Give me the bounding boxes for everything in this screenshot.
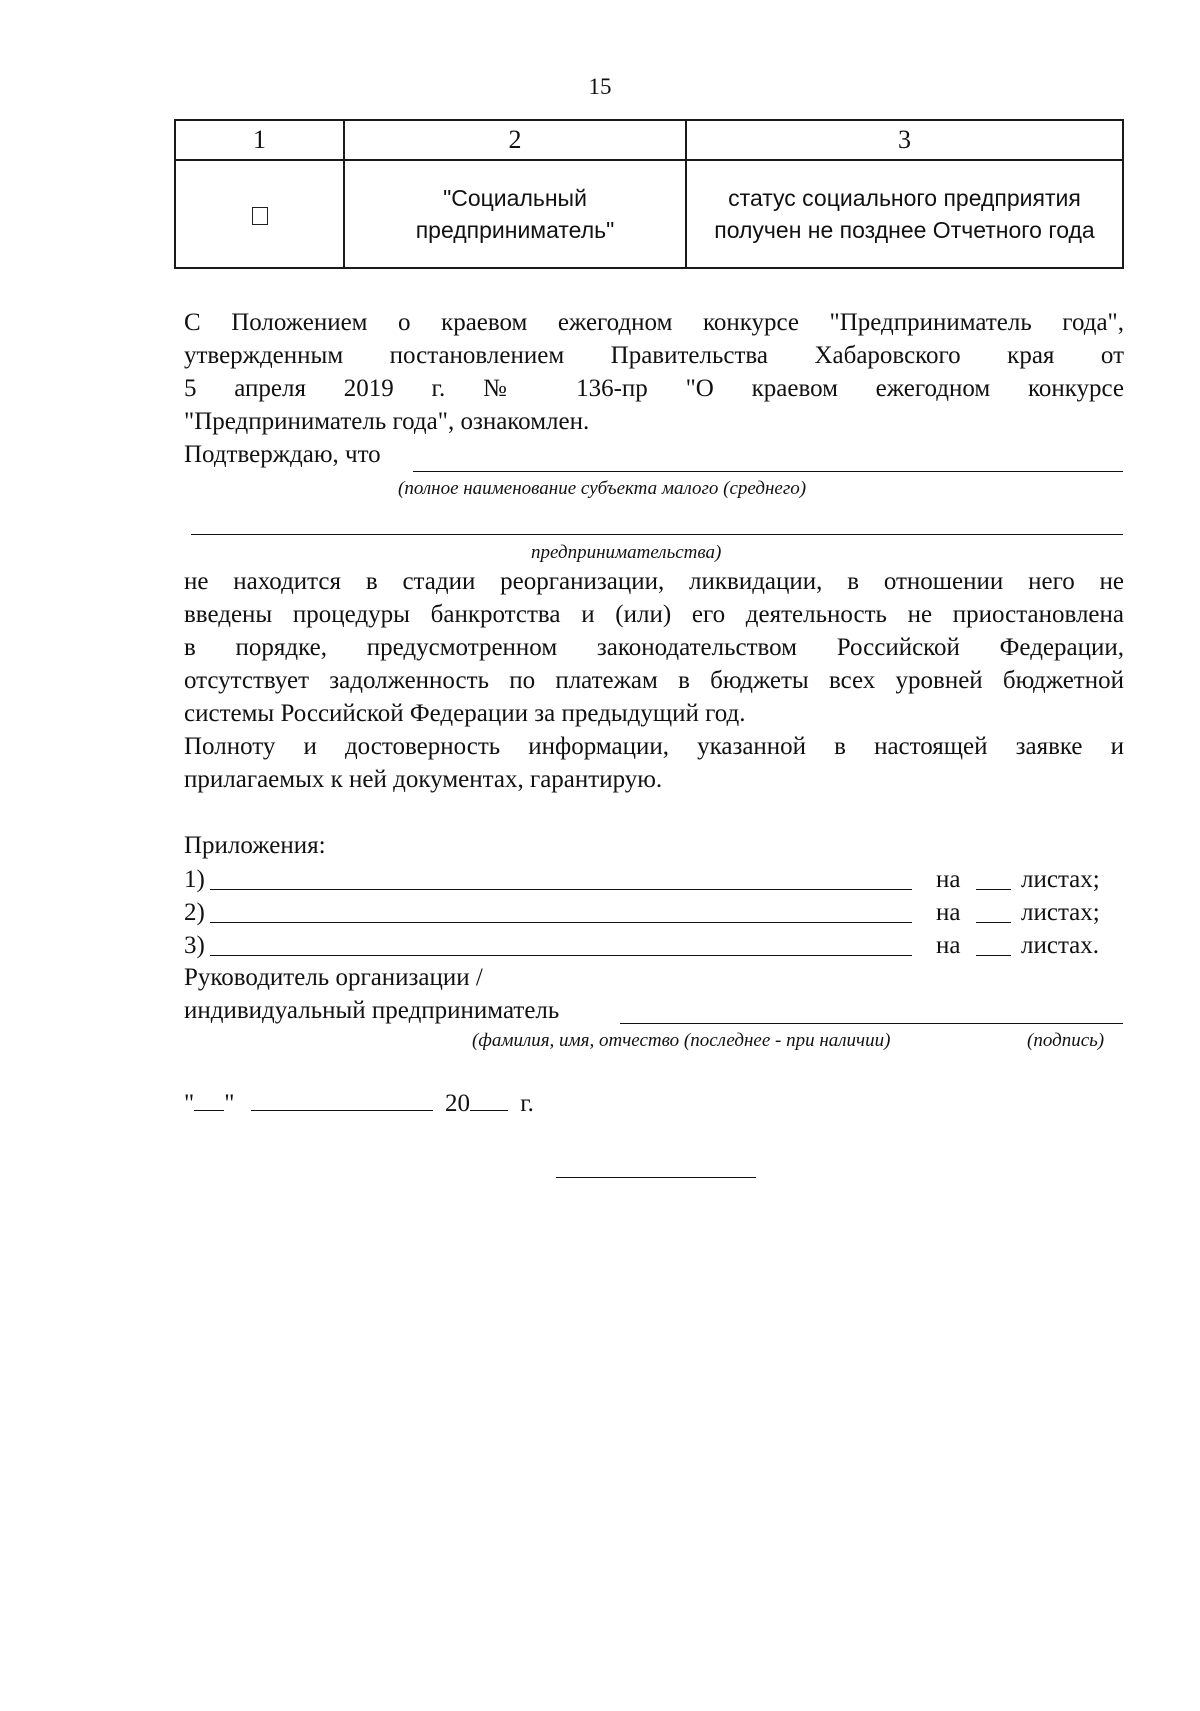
criterion-text: статус социального предприятия получен не позднее Отчетного года: [714, 185, 1095, 243]
criteria-table: [174, 119, 1124, 269]
confirm-label: Подтверждаю, что: [184, 441, 381, 468]
confirm-hint-2: предпринимательства): [531, 542, 722, 563]
body-line-5: системы Российской Федерации за предыдущий год.: [184, 700, 746, 727]
attachment-sheets-label: листах;: [1021, 899, 1100, 926]
closing-separator: [556, 1177, 756, 1178]
date-day-field[interactable]: [194, 1110, 224, 1111]
body-line-7: прилагаемых к ней документах, гарантирую.: [184, 766, 663, 793]
attachment-sheets-field[interactable]: [976, 922, 1011, 923]
statement-line-2: утвержденным постановлением Правительства Хабаровского края от: [184, 342, 1124, 369]
attachment-number: 3): [184, 932, 205, 959]
date-month-field[interactable]: [251, 1110, 433, 1111]
date-year-suffix: г.: [520, 1090, 534, 1117]
attachment-number: 1): [184, 866, 205, 893]
confirm-line: [184, 439, 1124, 472]
signature-field[interactable]: [620, 1023, 1123, 1024]
signature-line-2: индивидуальный предприниматель: [184, 997, 560, 1024]
column-header-2: 2: [344, 120, 686, 160]
attachment-sheets-field[interactable]: [976, 955, 1011, 956]
column-header-3: 3: [686, 120, 1123, 160]
company-name-field[interactable]: [413, 471, 1123, 472]
attachment-row-3: [184, 929, 1124, 962]
attachment-name-field[interactable]: [210, 955, 912, 956]
page-number: 15: [588, 74, 612, 99]
attachment-row-2: [184, 896, 1124, 929]
body-line-6: Полноту и достоверность информации, указанной в настоящей заявке и: [184, 733, 1124, 760]
table-header-row: [175, 120, 1123, 160]
date-line: [184, 1088, 1124, 1121]
statement-line-1: С Положением о краевом ежегодном конкурсе "Предприниматель года",: [184, 309, 1124, 336]
attachment-on-label: на: [936, 866, 961, 893]
category-text: "Социальный предприниматель": [415, 185, 615, 243]
attachment-sheets-field[interactable]: [976, 889, 1011, 890]
attachment-on-label: на: [936, 932, 961, 959]
attachment-name-field[interactable]: [210, 889, 912, 890]
company-name-field-2[interactable]: [191, 534, 1123, 535]
criterion-cell: [686, 160, 1123, 268]
attachment-on-label: на: [936, 899, 961, 926]
date-year-field[interactable]: [470, 1110, 508, 1111]
statement-line-4: "Предприниматель года", ознакомлен.: [184, 408, 590, 435]
checkbox-cell[interactable]: [175, 160, 344, 268]
checkbox-icon[interactable]: [252, 207, 268, 225]
statement-line-3: 5 апреля 2019 г. № 136-пр "О краевом ежегодном конкурсе: [184, 375, 1124, 402]
confirm-hint-1: (полное наименование субъекта малого (среднего): [398, 478, 807, 499]
signature-hint-name: (фамилия, имя, отчество (последнее - при наличии): [472, 1030, 891, 1051]
column-header-1: 1: [175, 120, 344, 160]
date-year-prefix: 20: [444, 1090, 470, 1117]
body-line-1: не находится в стадии реорганизации, ликвидации, в отношении него не: [184, 568, 1124, 595]
attachment-name-field[interactable]: [210, 922, 912, 923]
attachment-sheets-label: листах;: [1021, 866, 1100, 893]
body-line-4: отсутствует задолженность по платежам в бюджеты всех уровней бюджетной: [184, 667, 1124, 694]
body-line-2: введены процедуры банкротства и (или) его деятельность не приостановлена: [184, 601, 1124, 628]
body-line-3: в порядке, предусмотренном законодательством Российской Федерации,: [184, 634, 1124, 661]
table-row: [175, 160, 1123, 268]
attachment-row-1: [184, 863, 1124, 896]
attachment-number: 2): [184, 899, 205, 926]
date-quote-close: ": [224, 1090, 235, 1117]
category-cell: [344, 160, 686, 268]
attachments-title: Приложения:: [184, 832, 326, 859]
signature-line-1: Руководитель организации /: [184, 964, 483, 991]
attachment-sheets-label: листах.: [1021, 932, 1100, 959]
date-quote-open: ": [184, 1090, 195, 1117]
signature-hint-sign: (подпись): [1027, 1030, 1105, 1051]
